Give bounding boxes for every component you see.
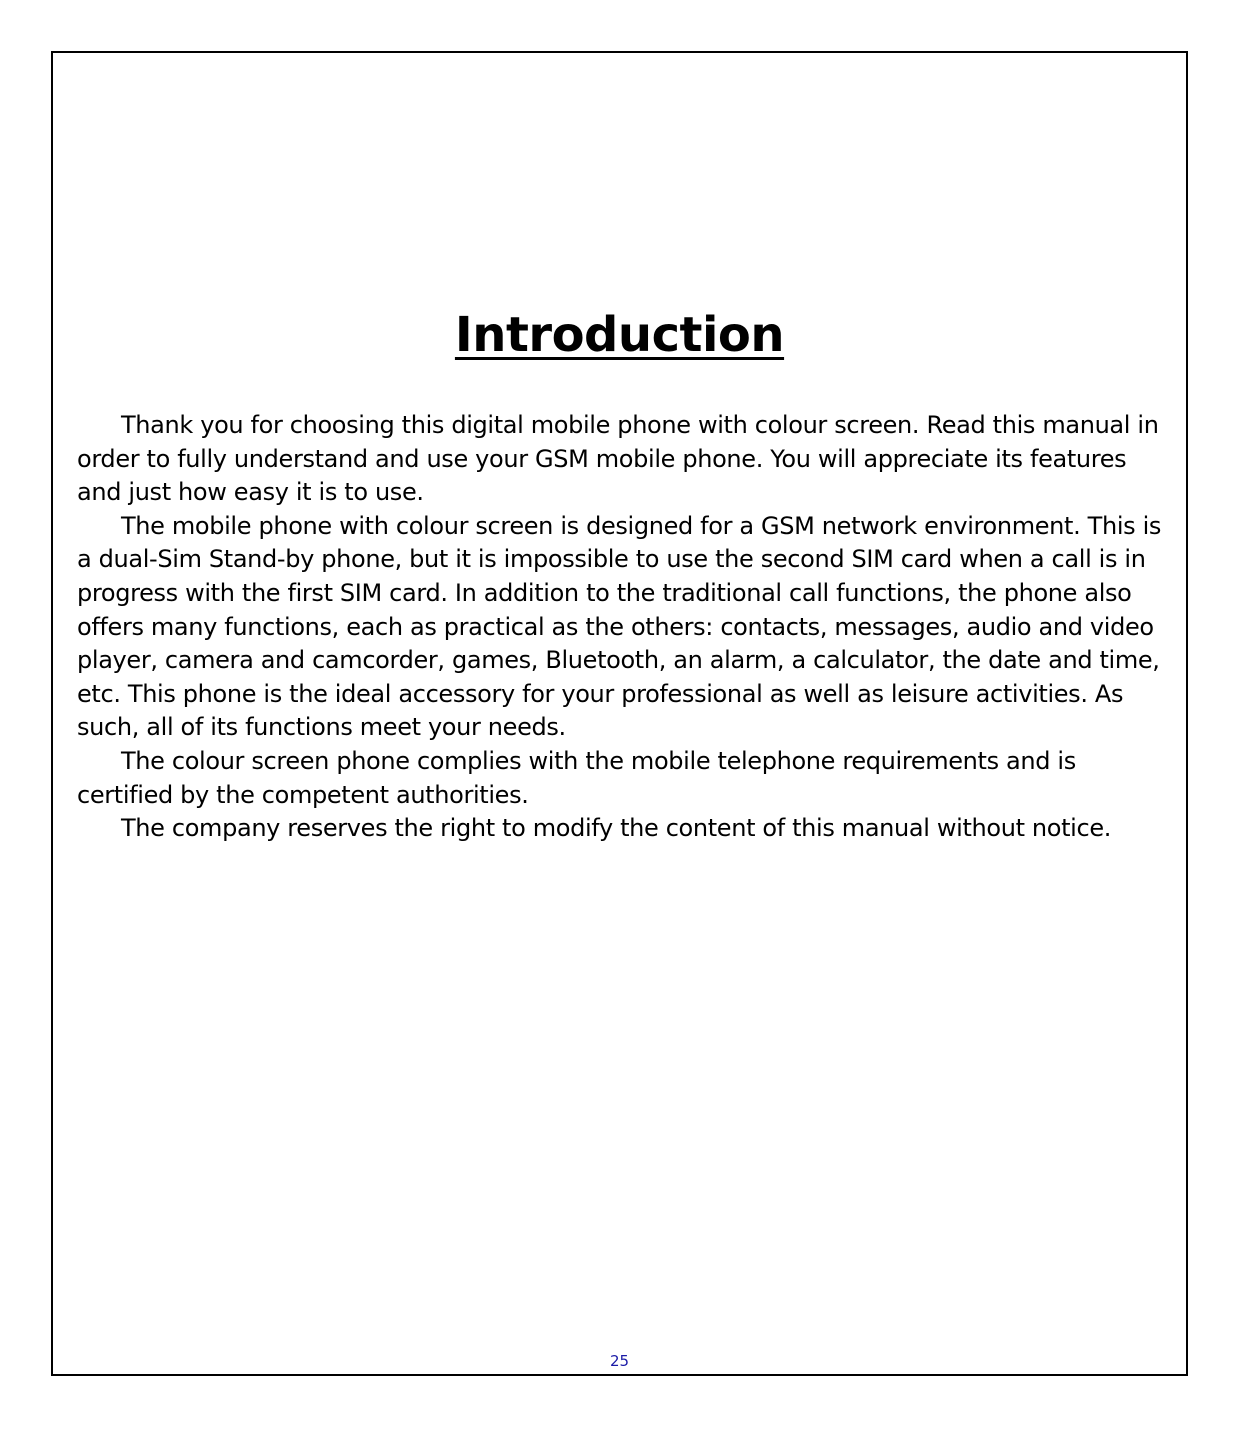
page-title bbox=[53, 303, 1186, 367]
page-frame bbox=[51, 51, 1188, 1376]
body-text bbox=[77, 409, 1177, 846]
paragraph-certification: The colour screen phone complies with the mobile telephone requirements and is certified by the competent authorities. bbox=[77, 746, 1076, 809]
paragraph-intro: Thank you for choosing this digital mobile phone with colour screen. Read this manual in order to fully understand and use your GSM mobile phone. You will appreciate its features and just how easy it is to use. bbox=[77, 411, 1159, 507]
paragraph-features: The mobile phone with colour screen is designed for a GSM network environment. This is a dual-Sim Stand-by phone, but it is impossible to use the second SIM card when a call is in progress with the first SIM card. In addition to the traditional call functions, the phone also offers many functions, each as practical as the others: contacts, messages, audio and video player, camera and camcorder, games, Bluetooth, an alarm, a calculator, the date and time, etc. This phone is the ideal accessory for your professional as well as leisure activities. As such, all of its functions meet your needs. bbox=[77, 511, 1162, 742]
page-number: 25 bbox=[609, 1352, 630, 1370]
page-title-text: Introduction bbox=[454, 307, 785, 363]
paragraph-disclaimer: The company reserves the right to modify the content of this manual without notice. bbox=[121, 814, 1112, 843]
